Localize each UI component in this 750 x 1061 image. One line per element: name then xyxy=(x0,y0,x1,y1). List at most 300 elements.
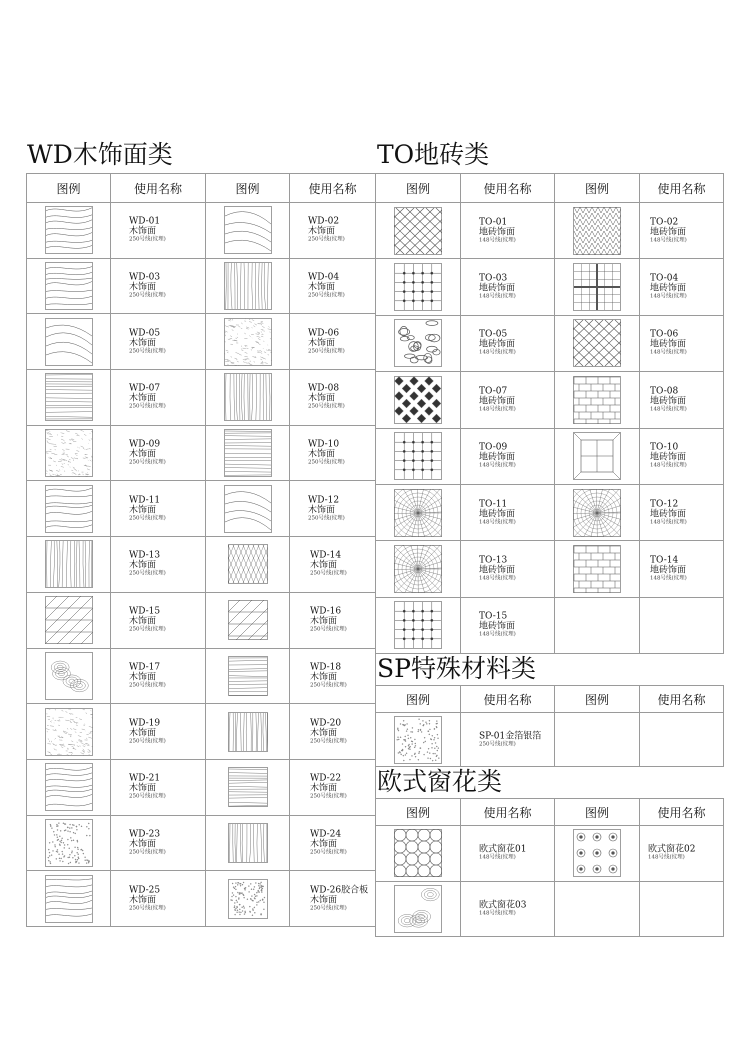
legend-cell xyxy=(27,704,111,760)
pattern-swatch-icon xyxy=(376,716,460,764)
material-code: WD-12 xyxy=(308,495,340,506)
material-note: 250号线(纹理) xyxy=(129,793,166,800)
material-label xyxy=(129,384,166,411)
material-note: 250号线(纹理) xyxy=(129,849,166,856)
name-cell xyxy=(290,481,376,537)
material-code: TO-09 xyxy=(479,442,508,453)
table-row xyxy=(376,484,724,540)
material-label xyxy=(479,499,516,526)
header-legend: 图例 xyxy=(27,174,111,203)
material-label xyxy=(310,551,347,578)
material-code: WD-21 xyxy=(129,773,161,784)
header-legend: 图例 xyxy=(376,686,461,713)
table-row xyxy=(376,259,724,315)
legend-cell xyxy=(555,372,640,428)
legend-cell xyxy=(206,425,290,481)
material-note: 250号线(纹理) xyxy=(129,236,166,243)
material-name: 木饰面 xyxy=(310,672,338,683)
legend-cell xyxy=(206,537,290,593)
name-cell xyxy=(461,881,555,937)
table-row xyxy=(376,826,724,882)
material-code: WD-17 xyxy=(129,662,161,673)
material-label xyxy=(479,556,516,583)
material-name: SP-01金箔银箔 xyxy=(479,731,542,741)
table-row xyxy=(27,481,376,537)
material-name: 地砖饰面 xyxy=(479,565,516,576)
material-name: 欧式窗花01 xyxy=(479,844,527,855)
material-label xyxy=(648,845,695,862)
material-code: TO-12 xyxy=(650,499,679,510)
legend-cell xyxy=(376,315,461,371)
name-cell xyxy=(290,203,376,259)
name-cell xyxy=(461,259,555,315)
pattern-swatch-icon xyxy=(27,318,110,366)
material-name: 木饰面 xyxy=(310,616,338,627)
material-note: 148号线(纹理) xyxy=(479,910,516,917)
material-code: WD-04 xyxy=(308,272,340,283)
pattern-swatch-icon xyxy=(206,767,289,807)
material-label xyxy=(308,328,345,355)
header-name: 使用名称 xyxy=(461,686,555,713)
material-note: 250号线(纹理) xyxy=(308,403,345,410)
legend-cell xyxy=(206,592,290,648)
ou-section-title: 欧式窗花类 xyxy=(377,767,503,796)
material-code: WD-03 xyxy=(129,272,161,283)
legend-cell xyxy=(206,871,290,927)
name-cell xyxy=(111,815,206,871)
material-code: TO-03 xyxy=(479,273,508,284)
name-cell xyxy=(111,871,206,927)
material-code: TO-13 xyxy=(479,555,508,566)
legend-cell xyxy=(376,597,461,653)
header-name: 使用名称 xyxy=(640,799,724,826)
material-name: 木饰面 xyxy=(129,616,157,627)
legend-cell xyxy=(376,203,461,259)
ou-header-row xyxy=(376,799,724,826)
material-note: 250号线(纹理) xyxy=(129,682,166,689)
legend-cell xyxy=(27,481,111,537)
wd-section-title: WD木饰面类 xyxy=(27,140,173,169)
material-note: 148号线(纹理) xyxy=(479,854,516,861)
name-cell xyxy=(461,597,555,653)
table-row xyxy=(376,203,724,259)
material-label xyxy=(129,551,166,578)
material-note: 148号线(纹理) xyxy=(479,631,516,638)
material-name: 木饰面 xyxy=(129,728,157,739)
material-name: 木饰面 xyxy=(129,560,157,571)
material-note: 250号线(纹理) xyxy=(129,459,166,466)
material-label xyxy=(479,386,516,413)
pattern-swatch-icon xyxy=(206,544,289,584)
material-name: 木饰面 xyxy=(310,728,338,739)
pattern-swatch-icon xyxy=(376,432,460,480)
material-name: 木饰面 xyxy=(308,282,336,293)
pattern-swatch-icon xyxy=(555,829,639,877)
material-code: WD-18 xyxy=(310,662,342,673)
table-row xyxy=(376,881,724,937)
pattern-swatch-icon xyxy=(27,763,110,811)
material-name: 地砖饰面 xyxy=(650,227,687,238)
legend-cell xyxy=(555,826,640,882)
material-note: 250号线(纹理) xyxy=(310,626,347,633)
pattern-swatch-icon xyxy=(206,712,289,752)
material-label xyxy=(129,718,166,745)
table-row xyxy=(376,597,724,653)
legend-cell xyxy=(555,315,640,371)
material-label xyxy=(308,495,345,522)
pattern-swatch-icon xyxy=(555,545,639,593)
material-name: 木饰面 xyxy=(308,449,336,460)
pattern-swatch-icon xyxy=(27,652,110,700)
material-note: 148号线(纹理) xyxy=(479,575,516,582)
material-note: 250号线(纹理) xyxy=(308,348,345,355)
name-cell xyxy=(111,258,206,314)
name-cell xyxy=(111,314,206,370)
header-legend: 图例 xyxy=(555,799,640,826)
material-name: 地砖饰面 xyxy=(479,339,516,350)
legend-cell xyxy=(206,481,290,537)
pattern-swatch-icon xyxy=(376,319,460,367)
legend-cell xyxy=(376,372,461,428)
material-code: WD-26胶合板 xyxy=(310,885,369,896)
material-name: 木饰面 xyxy=(310,783,338,794)
pattern-swatch-icon xyxy=(376,263,460,311)
table-row xyxy=(27,759,376,815)
material-code: WD-13 xyxy=(129,550,161,561)
material-code: WD-06 xyxy=(308,328,340,339)
sp-section-title: SP特殊材料类 xyxy=(377,654,536,683)
pattern-swatch-icon xyxy=(206,485,289,533)
pattern-swatch-icon xyxy=(376,207,460,255)
material-name: 木饰面 xyxy=(310,839,338,850)
material-code: WD-16 xyxy=(310,606,342,617)
material-name: 木饰面 xyxy=(129,783,157,794)
legend-cell xyxy=(27,370,111,426)
material-label xyxy=(129,662,166,689)
pattern-swatch-icon xyxy=(376,601,460,649)
table-row xyxy=(376,713,724,767)
material-code: WD-01 xyxy=(129,216,161,227)
material-note: 148号线(纹理) xyxy=(479,237,516,244)
name-cell xyxy=(290,314,376,370)
header-legend: 图例 xyxy=(376,799,461,826)
pattern-swatch-icon xyxy=(555,489,639,537)
material-name: 木饰面 xyxy=(129,338,157,349)
name-cell xyxy=(640,826,724,882)
name-cell xyxy=(111,592,206,648)
name-cell xyxy=(640,315,724,371)
material-code: WD-09 xyxy=(129,439,161,450)
material-name: 木饰面 xyxy=(308,393,336,404)
material-label xyxy=(129,273,166,300)
material-label xyxy=(310,885,368,912)
material-name: 地砖饰面 xyxy=(479,452,516,463)
name-cell xyxy=(640,484,724,540)
material-name: 地砖饰面 xyxy=(650,396,687,407)
legend-cell xyxy=(27,815,111,871)
material-label xyxy=(310,662,347,689)
table-row xyxy=(27,871,376,927)
table-row xyxy=(27,537,376,593)
material-label xyxy=(310,829,347,856)
material-note: 250号线(纹理) xyxy=(310,849,347,856)
material-code: WD-25 xyxy=(129,885,161,896)
material-note: 250号线(纹理) xyxy=(310,682,347,689)
material-note: 148号线(纹理) xyxy=(650,575,687,582)
material-label xyxy=(129,495,166,522)
wd-table xyxy=(26,173,376,927)
name-cell xyxy=(290,370,376,426)
material-note: 148号线(纹理) xyxy=(650,406,687,413)
pattern-swatch-icon xyxy=(206,429,289,477)
material-label xyxy=(129,440,166,467)
name-cell xyxy=(111,481,206,537)
material-code: TO-06 xyxy=(650,329,679,340)
material-code: WD-14 xyxy=(310,550,342,561)
material-note: 148号线(纹理) xyxy=(648,854,685,861)
material-note: 250号线(纹理) xyxy=(129,626,166,633)
name-cell xyxy=(640,203,724,259)
material-label xyxy=(650,443,687,470)
material-name: 木饰面 xyxy=(310,560,338,571)
material-name: 地砖饰面 xyxy=(479,227,516,238)
material-name: 地砖饰面 xyxy=(650,509,687,520)
legend-cell xyxy=(376,541,461,597)
material-note: 148号线(纹理) xyxy=(479,293,516,300)
legend-cell xyxy=(27,314,111,370)
pattern-swatch-icon xyxy=(206,600,289,640)
table-row xyxy=(27,815,376,871)
pattern-swatch-icon xyxy=(27,875,110,923)
legend-cell xyxy=(206,258,290,314)
header-name: 使用名称 xyxy=(290,174,376,203)
empty-cell xyxy=(555,713,640,767)
material-label xyxy=(479,330,516,357)
material-label xyxy=(650,330,687,357)
header-name: 使用名称 xyxy=(461,174,555,203)
material-label xyxy=(308,384,345,411)
name-cell xyxy=(111,370,206,426)
material-note: 250号线(纹理) xyxy=(308,236,345,243)
legend-cell xyxy=(376,484,461,540)
header-name: 使用名称 xyxy=(640,174,724,203)
pattern-swatch-icon xyxy=(376,376,460,424)
legend-cell xyxy=(555,484,640,540)
material-label xyxy=(479,612,516,639)
name-cell xyxy=(290,871,376,927)
legend-cell xyxy=(27,425,111,481)
to-table xyxy=(375,173,724,654)
legend-cell xyxy=(555,541,640,597)
name-cell xyxy=(290,648,376,704)
table-row xyxy=(27,704,376,760)
material-name: 木饰面 xyxy=(308,226,336,237)
material-note: 148号线(纹理) xyxy=(650,349,687,356)
material-note: 250号线(纹理) xyxy=(129,905,166,912)
material-name: 木饰面 xyxy=(129,505,157,516)
name-cell xyxy=(111,759,206,815)
material-code: WD-22 xyxy=(310,773,342,784)
material-label xyxy=(650,386,687,413)
legend-cell xyxy=(206,203,290,259)
name-cell xyxy=(461,315,555,371)
name-cell xyxy=(290,592,376,648)
legend-cell xyxy=(206,759,290,815)
material-note: 148号线(纹理) xyxy=(650,293,687,300)
material-name: 木饰面 xyxy=(310,895,338,906)
material-note: 148号线(纹理) xyxy=(650,462,687,469)
material-note: 250号线(纹理) xyxy=(129,570,166,577)
name-cell xyxy=(290,537,376,593)
material-note: 250号线(纹理) xyxy=(479,741,516,747)
legend-cell xyxy=(555,203,640,259)
table-row xyxy=(27,592,376,648)
material-code: WD-20 xyxy=(310,718,342,729)
material-name: 木饰面 xyxy=(308,338,336,349)
material-note: 250号线(纹理) xyxy=(308,292,345,299)
pattern-swatch-icon xyxy=(555,207,639,255)
name-cell xyxy=(111,203,206,259)
material-code: TO-02 xyxy=(650,217,679,228)
to-section-title: TO地砖类 xyxy=(377,140,490,169)
name-cell xyxy=(640,541,724,597)
material-label xyxy=(308,217,345,244)
material-code: TO-15 xyxy=(479,611,508,622)
wd-header-row xyxy=(27,174,376,203)
pattern-swatch-icon xyxy=(27,373,110,421)
pattern-swatch-icon xyxy=(555,319,639,367)
table-row xyxy=(376,428,724,484)
name-cell xyxy=(461,484,555,540)
legend-cell xyxy=(555,428,640,484)
pattern-swatch-icon xyxy=(376,545,460,593)
legend-cell xyxy=(27,592,111,648)
material-note: 148号线(纹理) xyxy=(650,519,687,526)
legend-cell xyxy=(27,759,111,815)
pattern-swatch-icon xyxy=(27,596,110,644)
material-label xyxy=(650,556,687,583)
material-label xyxy=(479,274,516,301)
legend-cell xyxy=(206,815,290,871)
material-name: 欧式窗花03 xyxy=(479,900,527,911)
material-note: 148号线(纹理) xyxy=(479,406,516,413)
name-cell xyxy=(290,425,376,481)
material-note: 250号线(纹理) xyxy=(310,793,347,800)
name-cell xyxy=(461,713,555,767)
pattern-swatch-icon xyxy=(27,540,110,588)
material-name: 木饰面 xyxy=(308,505,336,516)
material-label xyxy=(310,774,347,801)
material-note: 250号线(纹理) xyxy=(310,738,347,745)
legend-cell xyxy=(27,537,111,593)
material-name: 地砖饰面 xyxy=(479,396,516,407)
material-name: 木饰面 xyxy=(129,839,157,850)
material-note: 250号线(纹理) xyxy=(129,515,166,522)
legend-cell xyxy=(27,258,111,314)
material-note: 250号线(纹理) xyxy=(310,905,347,912)
material-label xyxy=(479,900,526,917)
material-label xyxy=(308,440,345,467)
material-label xyxy=(310,718,347,745)
material-code: WD-02 xyxy=(308,216,340,227)
pattern-swatch-icon xyxy=(555,432,639,480)
name-cell xyxy=(461,428,555,484)
pattern-swatch-icon xyxy=(376,489,460,537)
material-name: 地砖饰面 xyxy=(650,452,687,463)
material-note: 250号线(纹理) xyxy=(129,738,166,745)
table-row xyxy=(27,370,376,426)
legend-cell xyxy=(27,203,111,259)
material-label xyxy=(308,273,345,300)
name-cell xyxy=(640,372,724,428)
header-legend: 图例 xyxy=(376,174,461,203)
to-header-row xyxy=(376,174,724,203)
legend-cell xyxy=(376,259,461,315)
material-code: TO-05 xyxy=(479,329,508,340)
legend-cell xyxy=(555,259,640,315)
sp-table xyxy=(375,685,724,767)
name-cell xyxy=(290,759,376,815)
material-code: TO-01 xyxy=(479,217,508,228)
pattern-swatch-icon xyxy=(27,262,110,310)
material-note: 250号线(纹理) xyxy=(308,459,345,466)
table-row xyxy=(27,425,376,481)
material-code: WD-15 xyxy=(129,606,161,617)
material-name: 地砖饰面 xyxy=(479,621,516,632)
empty-cell xyxy=(640,713,724,767)
material-note: 148号线(纹理) xyxy=(479,519,516,526)
empty-cell xyxy=(555,881,640,937)
table-row xyxy=(27,258,376,314)
material-note: 250号线(纹理) xyxy=(310,570,347,577)
material-note: 148号线(纹理) xyxy=(479,349,516,356)
legend-cell xyxy=(27,648,111,704)
material-code: WD-08 xyxy=(308,383,340,394)
material-label xyxy=(129,774,166,801)
legend-cell xyxy=(27,871,111,927)
legend-cell xyxy=(206,648,290,704)
material-code: WD-07 xyxy=(129,383,161,394)
material-label xyxy=(479,443,516,470)
pattern-swatch-icon xyxy=(555,376,639,424)
legend-cell xyxy=(376,428,461,484)
material-label xyxy=(310,607,347,634)
header-name: 使用名称 xyxy=(640,686,724,713)
material-name: 木饰面 xyxy=(129,895,157,906)
material-name: 地砖饰面 xyxy=(650,283,687,294)
material-label xyxy=(129,217,166,244)
material-label xyxy=(479,845,526,862)
material-code: WD-19 xyxy=(129,718,161,729)
material-label xyxy=(650,217,687,244)
table-row xyxy=(27,314,376,370)
pattern-swatch-icon xyxy=(206,206,289,254)
material-label xyxy=(479,731,541,748)
name-cell xyxy=(461,203,555,259)
pattern-swatch-icon xyxy=(376,829,460,877)
material-note: 250号线(纹理) xyxy=(129,292,166,299)
material-code: TO-08 xyxy=(650,386,679,397)
name-cell xyxy=(290,815,376,871)
name-cell xyxy=(111,537,206,593)
material-label xyxy=(650,499,687,526)
pattern-swatch-icon xyxy=(27,819,110,867)
material-name: 木饰面 xyxy=(129,393,157,404)
header-legend: 图例 xyxy=(555,174,640,203)
name-cell xyxy=(290,258,376,314)
pattern-swatch-icon xyxy=(376,885,460,933)
empty-cell xyxy=(555,597,640,653)
